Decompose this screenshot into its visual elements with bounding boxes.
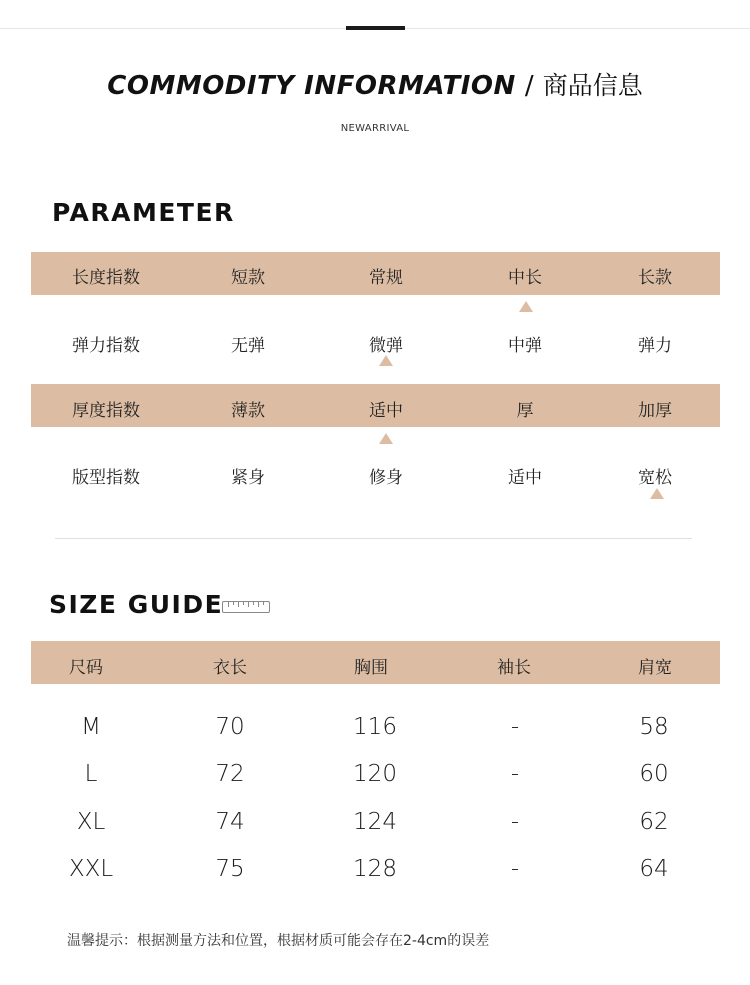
parameter-option: 常规 bbox=[369, 268, 403, 288]
size-cell: 70 bbox=[215, 714, 245, 740]
selected-marker-icon bbox=[519, 301, 533, 312]
parameter-option: 适中 bbox=[508, 468, 542, 488]
size-cell: 116 bbox=[353, 714, 397, 740]
parameter-option: 修身 bbox=[369, 468, 403, 488]
title-chinese: 商品信息 bbox=[542, 71, 643, 100]
size-cell: - bbox=[510, 809, 520, 835]
parameter-title: PARAMETER bbox=[52, 198, 235, 227]
size-cell: 72 bbox=[215, 761, 245, 787]
parameter-option: 弹力 bbox=[638, 336, 672, 356]
size-cell: 74 bbox=[215, 809, 245, 835]
size-cell: - bbox=[510, 761, 520, 787]
selected-marker-icon bbox=[379, 433, 393, 444]
size-header: 肩宽 bbox=[638, 658, 672, 678]
size-cell: XL bbox=[76, 809, 106, 835]
parameter-option: 宽松 bbox=[638, 468, 672, 488]
size-guide-title: SIZE GUIDE bbox=[49, 590, 224, 619]
parameter-label: 厚度指数 bbox=[72, 401, 140, 421]
title-separator: / bbox=[524, 71, 534, 101]
size-cell: 62 bbox=[639, 809, 669, 835]
parameter-option: 薄款 bbox=[231, 401, 265, 421]
parameter-label: 弹力指数 bbox=[72, 336, 140, 356]
size-cell: XXL bbox=[68, 856, 114, 882]
parameter-option: 微弹 bbox=[369, 336, 403, 356]
parameter-option: 紧身 bbox=[231, 468, 265, 488]
parameter-option: 中长 bbox=[508, 268, 542, 288]
section-divider bbox=[55, 538, 692, 539]
size-header: 尺码 bbox=[69, 658, 103, 678]
size-cell: - bbox=[510, 856, 520, 882]
size-cell: 75 bbox=[215, 856, 245, 882]
parameter-option: 厚 bbox=[516, 401, 534, 421]
size-header: 衣长 bbox=[213, 658, 247, 678]
subtitle: NEWARRIVAL bbox=[340, 123, 410, 134]
parameter-option: 适中 bbox=[369, 401, 403, 421]
parameter-label: 长度指数 bbox=[72, 268, 140, 288]
size-cell: L bbox=[84, 761, 98, 787]
selected-marker-icon bbox=[650, 488, 664, 499]
parameter-label: 版型指数 bbox=[72, 468, 140, 488]
page-title bbox=[0, 66, 750, 102]
parameter-option: 长款 bbox=[638, 268, 672, 288]
parameter-option: 无弹 bbox=[231, 336, 265, 356]
size-cell: M bbox=[81, 714, 101, 740]
size-cell: - bbox=[510, 714, 520, 740]
title-english: COMMODITY INFORMATION bbox=[107, 71, 516, 101]
measurement-note: 温馨提示：根据测量方法和位置，根据材质可能会存在2-4cm的误差 bbox=[67, 933, 490, 949]
size-cell: 124 bbox=[353, 809, 397, 835]
parameter-option: 中弹 bbox=[508, 336, 542, 356]
size-cell: 58 bbox=[639, 714, 669, 740]
size-cell: 128 bbox=[353, 856, 397, 882]
parameter-option: 短款 bbox=[231, 268, 265, 288]
size-header: 胸围 bbox=[354, 658, 388, 678]
selected-marker-icon bbox=[379, 355, 393, 366]
size-header: 袖长 bbox=[497, 658, 531, 678]
size-cell: 60 bbox=[639, 761, 669, 787]
ruler-icon bbox=[222, 601, 270, 613]
size-cell: 64 bbox=[639, 856, 669, 882]
parameter-option: 加厚 bbox=[638, 401, 672, 421]
top-accent-bar bbox=[346, 26, 405, 30]
size-cell: 120 bbox=[353, 761, 397, 787]
